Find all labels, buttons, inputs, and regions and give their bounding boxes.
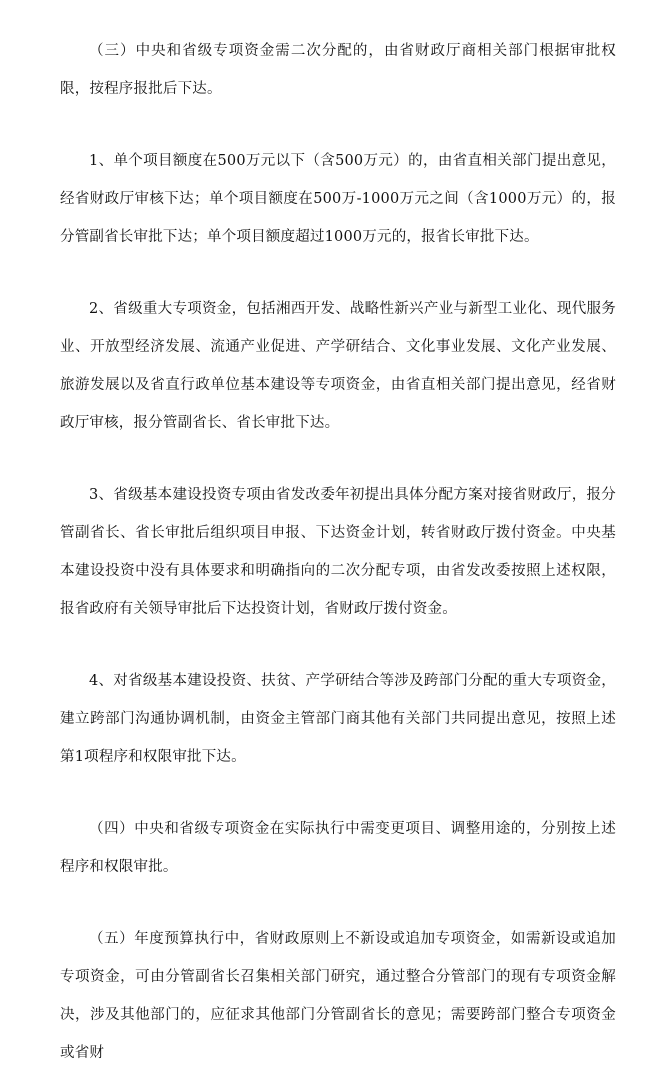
paragraph-item-2: 2、省级重大专项资金，包括湘西开发、战略性新兴产业与新型工业化、现代服务业、开放型经济发展、流通产业促进、产学研结合、文化事业发展、文化产业发展、旅游发展以及省直行政单位基本建设等专项资金，由省直相关部门提出意见，经省财政厅审核，报分管副省长、省长审批下达。 <box>60 301 616 431</box>
paragraph-section-5: （五）年度预算执行中，省财政原则上不新设或追加专项资金，如需新设或追加专项资金，可由分管副省长召集相关部门研究，通过整合分管部门的现有专项资金解决，涉及其他部门的，应征求其他部门分管副省长的意见；需要跨部门整合专项资金或省财 <box>60 931 616 1061</box>
paragraph-item-3: 3、省级基本建设投资专项由省发改委年初提出具体分配方案对接省财政厅，报分管副省长、省长审批后组织项目申报、下达资金计划，转省财政厅拨付资金。中央基本建设投资中没有具体要求和明确指向的二次分配专项，由省发改委按照上述权限，报省政府有关领导审批后下达投资计划，省财政厅拨付资金。 <box>60 487 616 617</box>
paragraph-section-4: （四）中央和省级专项资金在实际执行中需变更项目、调整用途的，分别按上述程序和权限审批。 <box>60 821 616 875</box>
document-page <box>60 32 616 1072</box>
paragraph-item-1: 1、单个项目额度在500万元以下（含500万元）的，由省直相关部门提出意见，经省财政厅审核下达；单个项目额度在500万-1000万元之间（含1000万元）的，报分管副省长审批下达；单个项目额度超过1000万元的，报省长审批下达。 <box>60 153 616 245</box>
paragraph-item-4: 4、对省级基本建设投资、扶贫、产学研结合等涉及跨部门分配的重大专项资金，建立跨部门沟通协调机制，由资金主管部门商其他有关部门共同提出意见，按照上述第1项程序和权限审批下达。 <box>60 673 616 765</box>
paragraph-section-3: （三）中央和省级专项资金需二次分配的，由省财政厅商相关部门根据审批权限，按程序报批后下达。 <box>60 43 616 97</box>
